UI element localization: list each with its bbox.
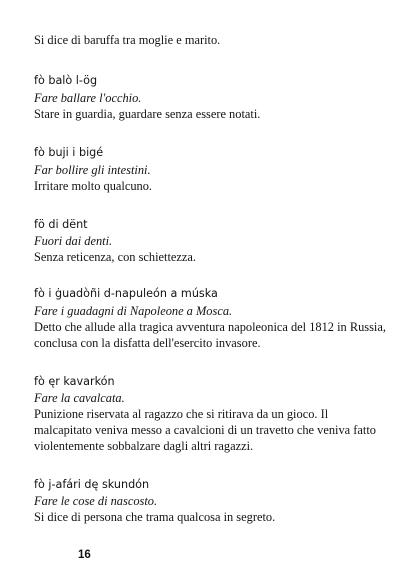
meaning-text: malcapitato veniva messo a cavalcioni di un travetto che veniva fatto	[34, 423, 376, 437]
meaning-text: conclusa con la disfatta dell'esercito invasore.	[34, 336, 261, 350]
meaning-text: violentemente sobbalzare dagli altri ragazzi.	[34, 439, 254, 453]
dialect-term: fò ęr kavarkón	[34, 375, 115, 388]
italian-translation: Fare i guadagni di Napoleone a Mosca.	[34, 304, 233, 318]
dialect-term: fò j-afári dę skundón	[34, 478, 150, 491]
meaning-text: Stare in guardia, guardare senza essere notati.	[34, 107, 261, 121]
italian-translation: Fare la cavalcata.	[34, 391, 125, 405]
italian-translation: Fare ballare l'occhio.	[34, 91, 142, 105]
meaning-text: Punizione riservata al ragazzo che si ritirava da un gioco. Il	[34, 407, 329, 421]
dialect-term: fò balò l-ög	[34, 74, 98, 87]
italian-translation: Fare le cose di nascosto.	[34, 494, 158, 508]
page-number: 16	[78, 549, 91, 561]
dialect-term: fö di dënt	[34, 218, 88, 231]
intro-text: Si dice di baruffa tra moglie e marito.	[34, 33, 221, 47]
dialect-term: fò buji i bigé	[34, 146, 104, 159]
meaning-text: Si dice di persona che trama qualcosa in segreto.	[34, 510, 276, 524]
dialect-term: fò i ġuadòñi d-napuleón a múska	[34, 287, 218, 300]
italian-translation: Far bollire gli intestini.	[34, 163, 151, 177]
meaning-text: Senza reticenza, con schiettezza.	[34, 250, 197, 264]
meaning-text: Irritare molto qualcuno.	[34, 179, 153, 193]
meaning-text: Detto che allude alla tragica avventura napoleonica del 1812 in Russia,	[34, 320, 386, 334]
italian-translation: Fuori dai denti.	[34, 234, 113, 248]
